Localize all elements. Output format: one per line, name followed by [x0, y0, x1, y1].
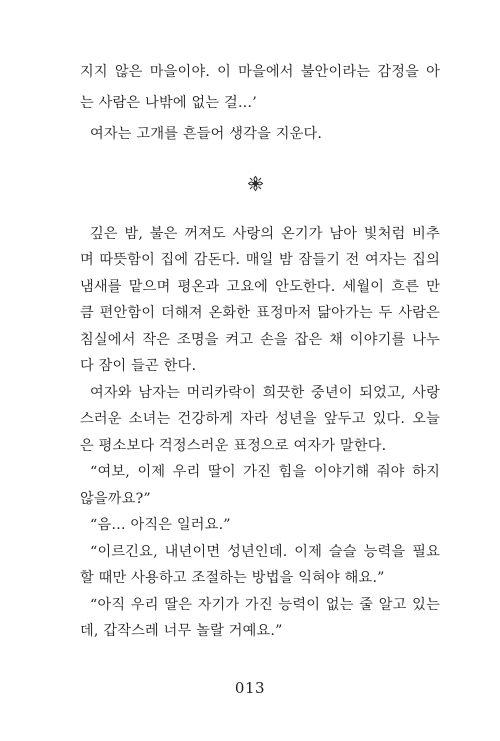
page-number: 013 — [234, 679, 266, 697]
text-line: 큼 편안함이 더해져 온화한 표정마저 닮아가는 두 사람은 — [80, 305, 440, 321]
text-line: 침실에서 작은 조명을 켜고 손을 잡은 채 이야기를 나누 — [80, 332, 440, 348]
text-line: 데, 갑작스레 너무 놀랄 거예요.” — [80, 623, 283, 639]
text-line: 다 잠이 들곤 한다. — [80, 358, 197, 374]
text-line: “음… 아직은 일러요.” — [90, 517, 231, 533]
floral-ornament-icon — [247, 175, 264, 192]
text-line: 지지 않은 마을이야. 이 마을에서 불안이라는 감정을 아 — [80, 64, 440, 80]
text-line: 깊은 밤, 불은 꺼져도 사랑의 온기가 남아 빛처럼 비추 — [90, 226, 440, 242]
text-line: 스러운 소녀는 건강하게 자라 성년을 앞두고 있다. 오늘 — [80, 411, 440, 427]
text-line: 않을까요?” — [80, 491, 151, 507]
text-line: “이르긴요, 내년이면 성년인데. 이제 슬슬 능력을 필요 — [90, 544, 440, 560]
text-line: “아직 우리 딸은 자기가 가진 능력이 없는 줄 알고 있는 — [90, 597, 440, 613]
text-line: 냄새를 맡으며 평온과 고요에 안도한다. 세월이 흐른 만 — [80, 279, 440, 295]
text-line: 여자는 고개를 흔들어 생각을 지운다. — [90, 126, 323, 142]
text-line: 는 사람은 나밖에 없는 걸…’ — [80, 95, 257, 111]
text-line: 며 따뜻함이 집에 감돈다. 매일 밤 잠들기 전 여자는 집의 — [80, 252, 440, 268]
text-line: 할 때만 사용하고 조절하는 방법을 익혀야 해요.” — [80, 570, 385, 586]
text-line: 은 평소보다 걱정스러운 표정으로 여자가 말한다. — [80, 438, 387, 454]
text-line: 여자와 남자는 머리카락이 희끗한 중년이 되었고, 사랑 — [90, 385, 440, 401]
text-line: “여보, 이제 우리 딸이 가진 힘을 이야기해 줘야 하지 — [90, 464, 440, 480]
